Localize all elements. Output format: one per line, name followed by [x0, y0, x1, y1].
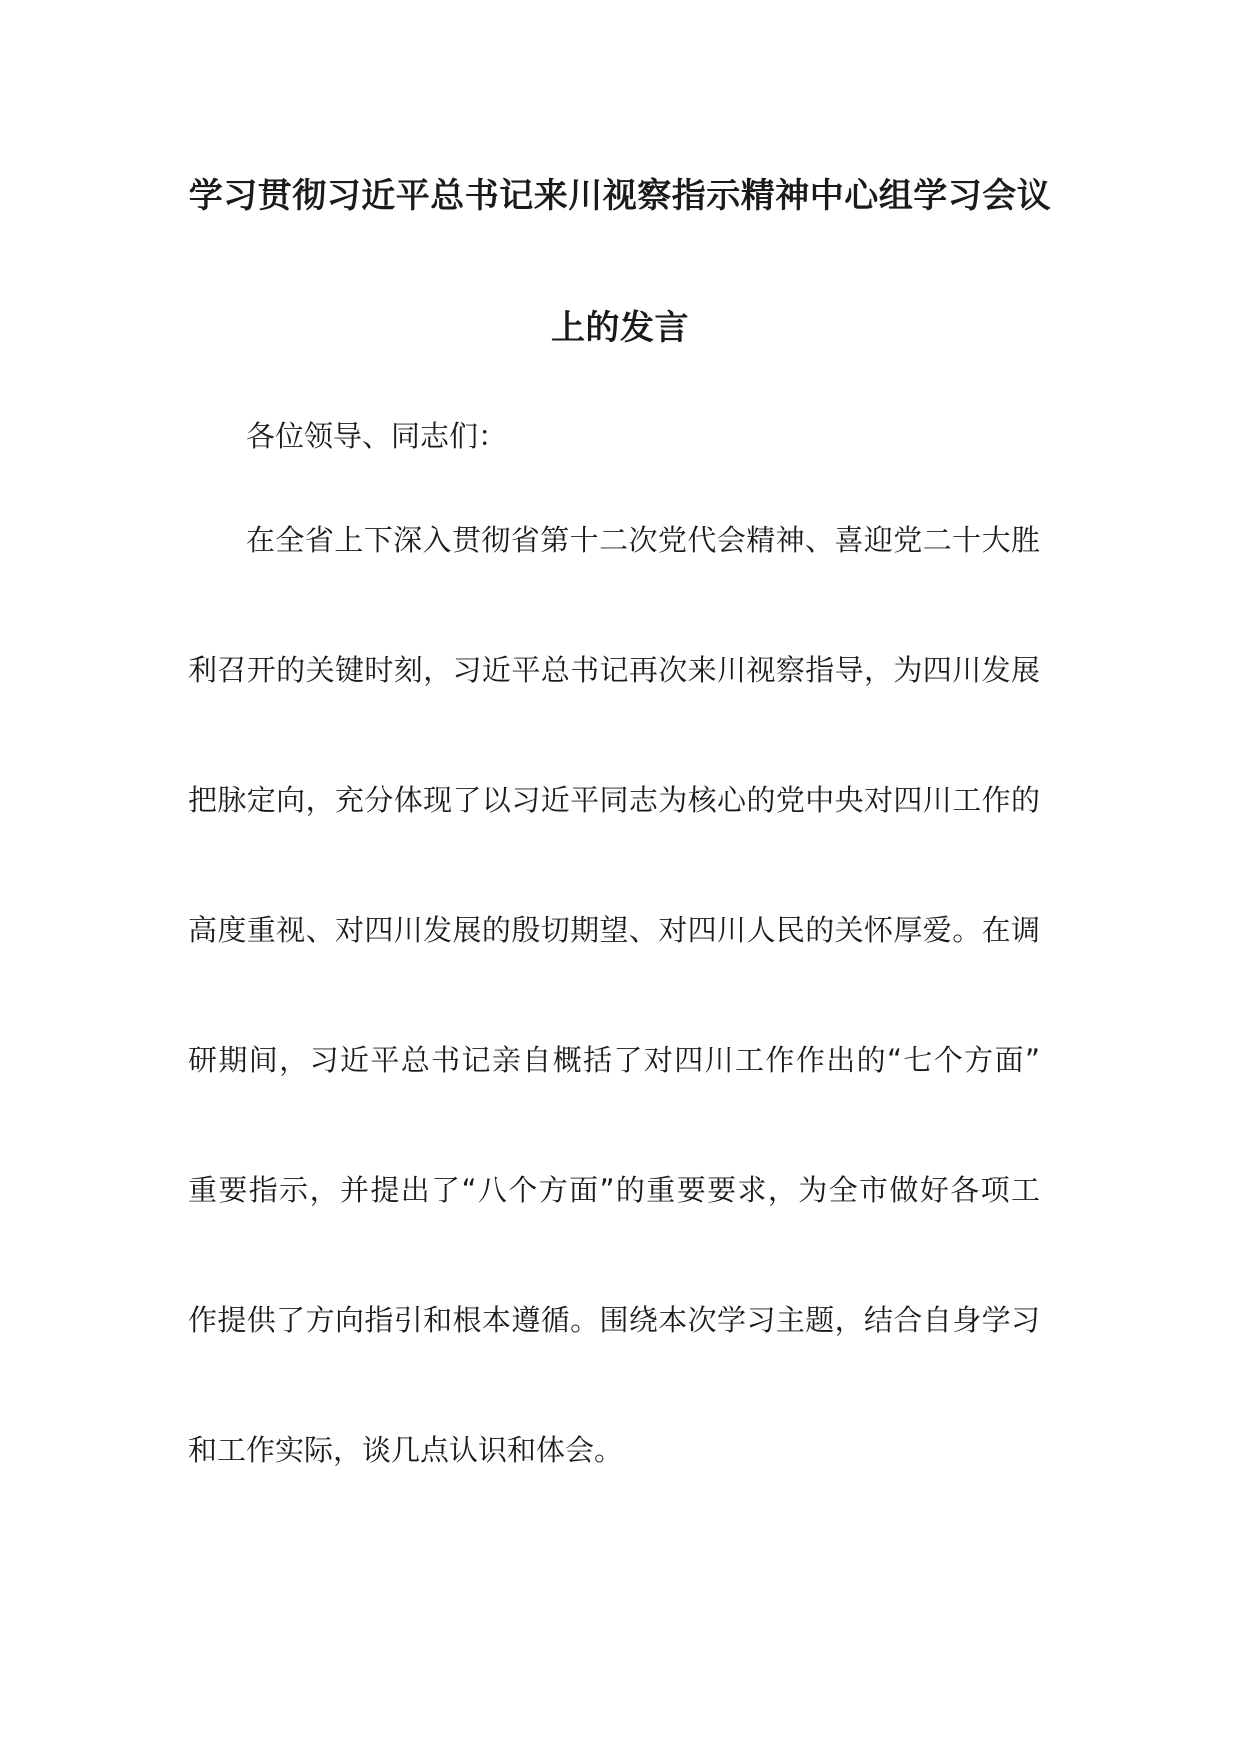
- paragraph-line: 研期间，习近平总书记亲自概括了对四川工作作出的“七个方面”: [188, 1043, 1040, 1077]
- paragraph-line: 在全省上下深入贯彻省第十二次党代会精神、喜迎党二十大胜: [246, 523, 1040, 557]
- document-title-line-2: 上的发言: [551, 308, 689, 348]
- paragraph-line: 把脉定向，充分体现了以习近平同志为核心的党中央对四川工作的: [188, 783, 1040, 817]
- document-title-line-1: 学习贯彻习近平总书记来川视察指示精神中心组学习会议: [188, 176, 1052, 216]
- paragraph-line: 和工作实际，谈几点认识和体会。: [188, 1433, 624, 1467]
- paragraph-line: 利召开的关键时刻，习近平总书记再次来川视察指导，为四川发展: [188, 653, 1040, 687]
- paragraph-line: 作提供了方向指引和根本遵循。围绕本次学习主题，结合自身学习: [188, 1303, 1040, 1337]
- paragraph-line: 重要指示，并提出了“八个方面”的重要要求，为全市做好各项工: [188, 1173, 1040, 1207]
- salutation: 各位领导、同志们：: [246, 419, 508, 453]
- paragraph-line: 高度重视、对四川发展的殷切期望、对四川人民的关怀厚爱。在调: [188, 913, 1040, 947]
